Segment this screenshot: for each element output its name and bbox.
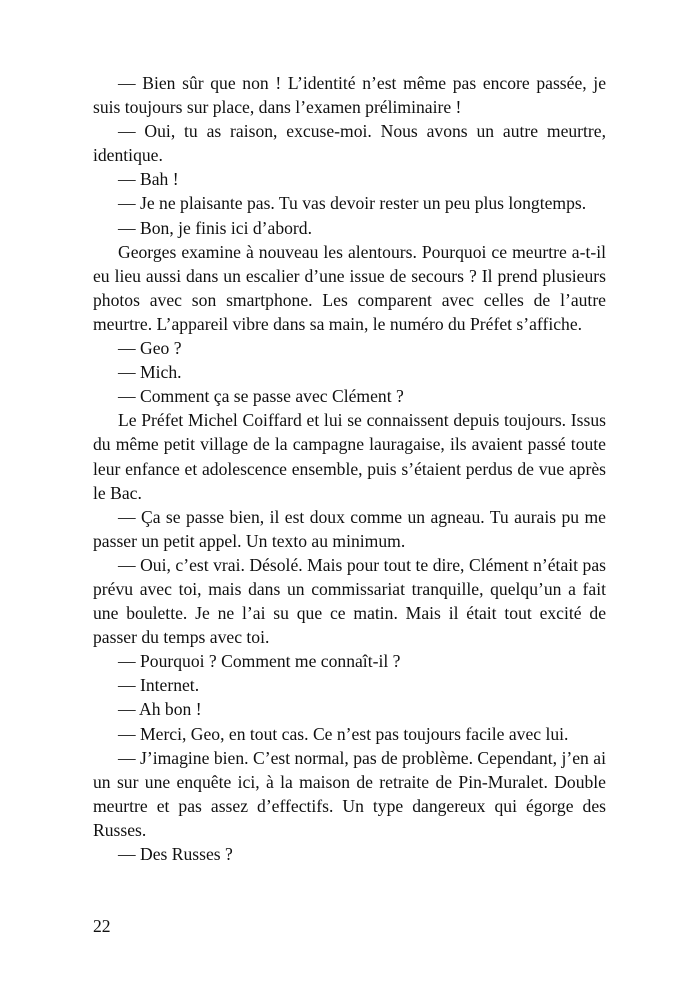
- paragraph-7: — Geo ?: [118, 338, 182, 359]
- paragraph-4: — Je ne plaisante pas. Tu vas devoir rester un peu plus longtemps.: [118, 193, 587, 214]
- paragraph-14: — Internet.: [118, 675, 200, 696]
- page-number: 22: [93, 916, 111, 936]
- paragraph-13: — Pourquoi ? Comment me connaît-il ?: [118, 651, 401, 672]
- body-text: [93, 71, 606, 866]
- paragraph-12: — Oui, c’est vrai. Désolé. Mais pour tout te dire, Clément n’était pas prévu avec toi, mais dans un commissariat tranquille, quelqu’un a fait une boulette. Je ne l’ai su que ce matin. Mais il était tout excité de passer du temps avec toi.: [93, 554, 606, 648]
- paragraph-15: — Ah bon !: [118, 699, 202, 720]
- paragraph-17: — J’imagine bien. C’est normal, pas de problème. Cependant, j’en ai un sur une enquête ici, à la maison de retraite de Pin-Muralet. Double meurtre et pas assez d’effectifs. Un type dangereux qui égorge des Russes.: [93, 747, 606, 840]
- paragraph-2: — Oui, tu as raison, excuse-moi. Nous avons un autre meurtre, identique.: [93, 121, 606, 166]
- paragraph-6: Georges examine à nouveau les alentours. Pourquoi ce meurtre a-t-il eu lieu aussi dans un escalier d’une issue de secours ? Il prend plusieurs photos avec son smartphone. Les comparent avec celles de l’autre meurtre. L’appareil vibre dans sa main, le numéro du Préfet s’affiche.: [93, 241, 606, 334]
- paragraph-5: — Bon, je finis ici d’abord.: [118, 217, 312, 238]
- paragraph-1: — Bien sûr que non ! L’identité n’est même pas encore passée, je suis toujours sur place, dans l’examen préliminaire !: [93, 73, 606, 118]
- paragraph-16: — Merci, Geo, en tout cas. Ce n’est pas toujours facile avec lui.: [118, 723, 569, 744]
- paragraph-3: — Bah !: [118, 169, 179, 190]
- paragraph-18: — Des Russes ?: [118, 844, 233, 864]
- paragraph-9: — Comment ça se passe avec Clément ?: [118, 386, 404, 407]
- paragraph-10: Le Préfet Michel Coiffard et lui se connaissent depuis toujours. Issus du même petit village de la campagne lauragaise, ils avaient passé toute leur enfance et adolescence ensemble, puis s’étaient perdus de vue après le Bac.: [93, 410, 606, 503]
- paragraph-8: — Mich.: [118, 362, 182, 383]
- paragraph-11: — Ça se passe bien, il est doux comme un agneau. Tu aurais pu me passer un petit appel. Un texto au minimum.: [93, 506, 606, 551]
